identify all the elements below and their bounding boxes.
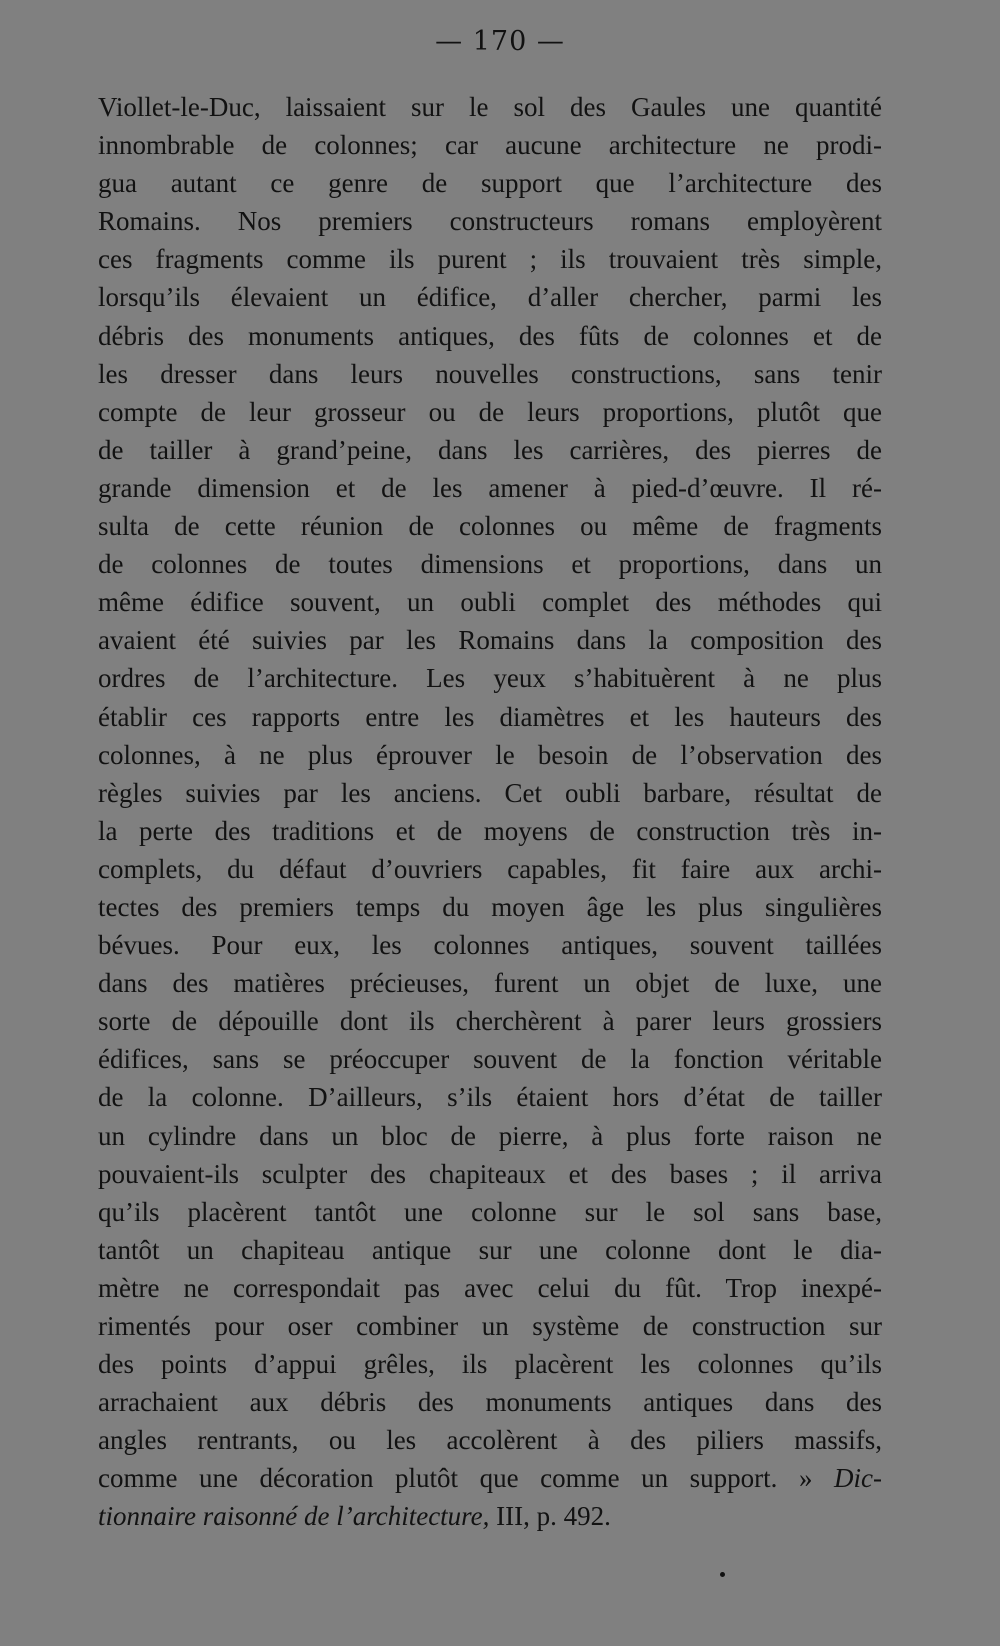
- text-line: tectes des premiers temps du moyen âge les plus singulières: [98, 891, 882, 922]
- text-line: sorte de dépouille dont ils cherchèrent à parer leurs grossiers: [98, 1006, 882, 1037]
- text-line: sulta de cette réunion de colonnes ou même de fragments: [98, 511, 882, 542]
- text-line: débris des monuments antiques, des fûts de colonnes et de: [98, 320, 882, 351]
- text-line: qu’ils placèrent tantôt une colonne sur le sol sans base,: [98, 1196, 882, 1227]
- text-line: bévues. Pour eux, les colonnes antiques, souvent taillées: [98, 930, 882, 961]
- text-line: établir ces rapports entre les diamètres et les hauteurs des: [98, 701, 882, 732]
- page-number: — 170 —: [435, 26, 565, 57]
- text-line: règles suivies par les anciens. Cet oubli barbare, résultat de: [98, 777, 882, 808]
- text-line: de la colonne. D’ailleurs, s’ils étaient hors d’état de tailler: [98, 1082, 882, 1113]
- text-line: pouvaient-ils sculpter des chapiteaux et des bases ; il arriva: [98, 1158, 882, 1189]
- text-line-citation-start: [98, 1459, 882, 1497]
- text-line: compte de leur grosseur ou de leurs proportions, plutôt que: [98, 396, 882, 427]
- text-line: arrachaient aux débris des monuments antiques dans des: [98, 1387, 882, 1418]
- text-line: Viollet-le-Duc, laissaient sur le sol des Gaules une quantité: [98, 92, 882, 122]
- text-line: complets, du défaut d’ouvriers capables, fit faire aux archi-: [98, 853, 882, 884]
- citation-reference: III, p. 492.: [496, 1501, 611, 1532]
- text-line: la perte des traditions et de moyens de construction très in-: [98, 815, 882, 846]
- text-line-citation-end: [98, 1497, 882, 1535]
- text-line: de colonnes de toutes dimensions et proportions, dans un: [98, 549, 882, 580]
- text-line: lorsqu’ils élevaient un édifice, d’aller chercher, parmi les: [98, 282, 882, 313]
- text-line: rimentés pour oser combiner un système de construction sur: [98, 1311, 882, 1341]
- citation-closing-text: comme une décoration plutôt que comme un support. »: [98, 1463, 813, 1494]
- citation-title-end: tionnaire raisonné de l’architecture,: [98, 1501, 490, 1532]
- text-line: les dresser dans leurs nouvelles constructions, sans tenir: [98, 358, 882, 389]
- text-line: des points d’appui grêles, ils placèrent les colonnes qu’ils: [98, 1349, 882, 1380]
- citation-title-start: Dic-: [834, 1463, 883, 1494]
- text-line: grande dimension et de les amener à pied-d’œuvre. Il ré-: [98, 472, 882, 503]
- text-line: ordres de l’architecture. Les yeux s’habituèrent à ne plus: [98, 663, 882, 694]
- text-line: ces fragments comme ils purent ; ils trouvaient très simple,: [98, 244, 882, 275]
- text-line: mètre ne correspondait pas avec celui du fût. Trop inexpé-: [98, 1272, 882, 1303]
- text-line: tantôt un chapiteau antique sur une colonne dont le dia-: [98, 1234, 882, 1265]
- body-text: [98, 88, 882, 1536]
- text-line: avaient été suivies par les Romains dans la composition des: [98, 625, 882, 656]
- text-line: colonnes, à ne plus éprouver le besoin de l’observation des: [98, 739, 882, 770]
- text-line: de tailler à grand’peine, dans les carrières, des pierres de: [98, 434, 882, 465]
- ink-speck: [720, 1572, 725, 1577]
- text-line: dans des matières précieuses, furent un objet de luxe, une: [98, 968, 882, 999]
- text-line: Romains. Nos premiers constructeurs romans employèrent: [98, 206, 882, 237]
- text-line: même édifice souvent, un oubli complet des méthodes qui: [98, 587, 882, 618]
- text-line: angles rentrants, ou les accolèrent à des piliers massifs,: [98, 1425, 882, 1456]
- text-line: innombrable de colonnes; car aucune architecture ne prodi-: [98, 130, 882, 161]
- text-line: édifices, sans se préoccuper souvent de la fonction véritable: [98, 1044, 882, 1075]
- text-line: gua autant ce genre de support que l’architecture des: [98, 168, 882, 199]
- text-line: un cylindre dans un bloc de pierre, à plus forte raison ne: [98, 1120, 882, 1151]
